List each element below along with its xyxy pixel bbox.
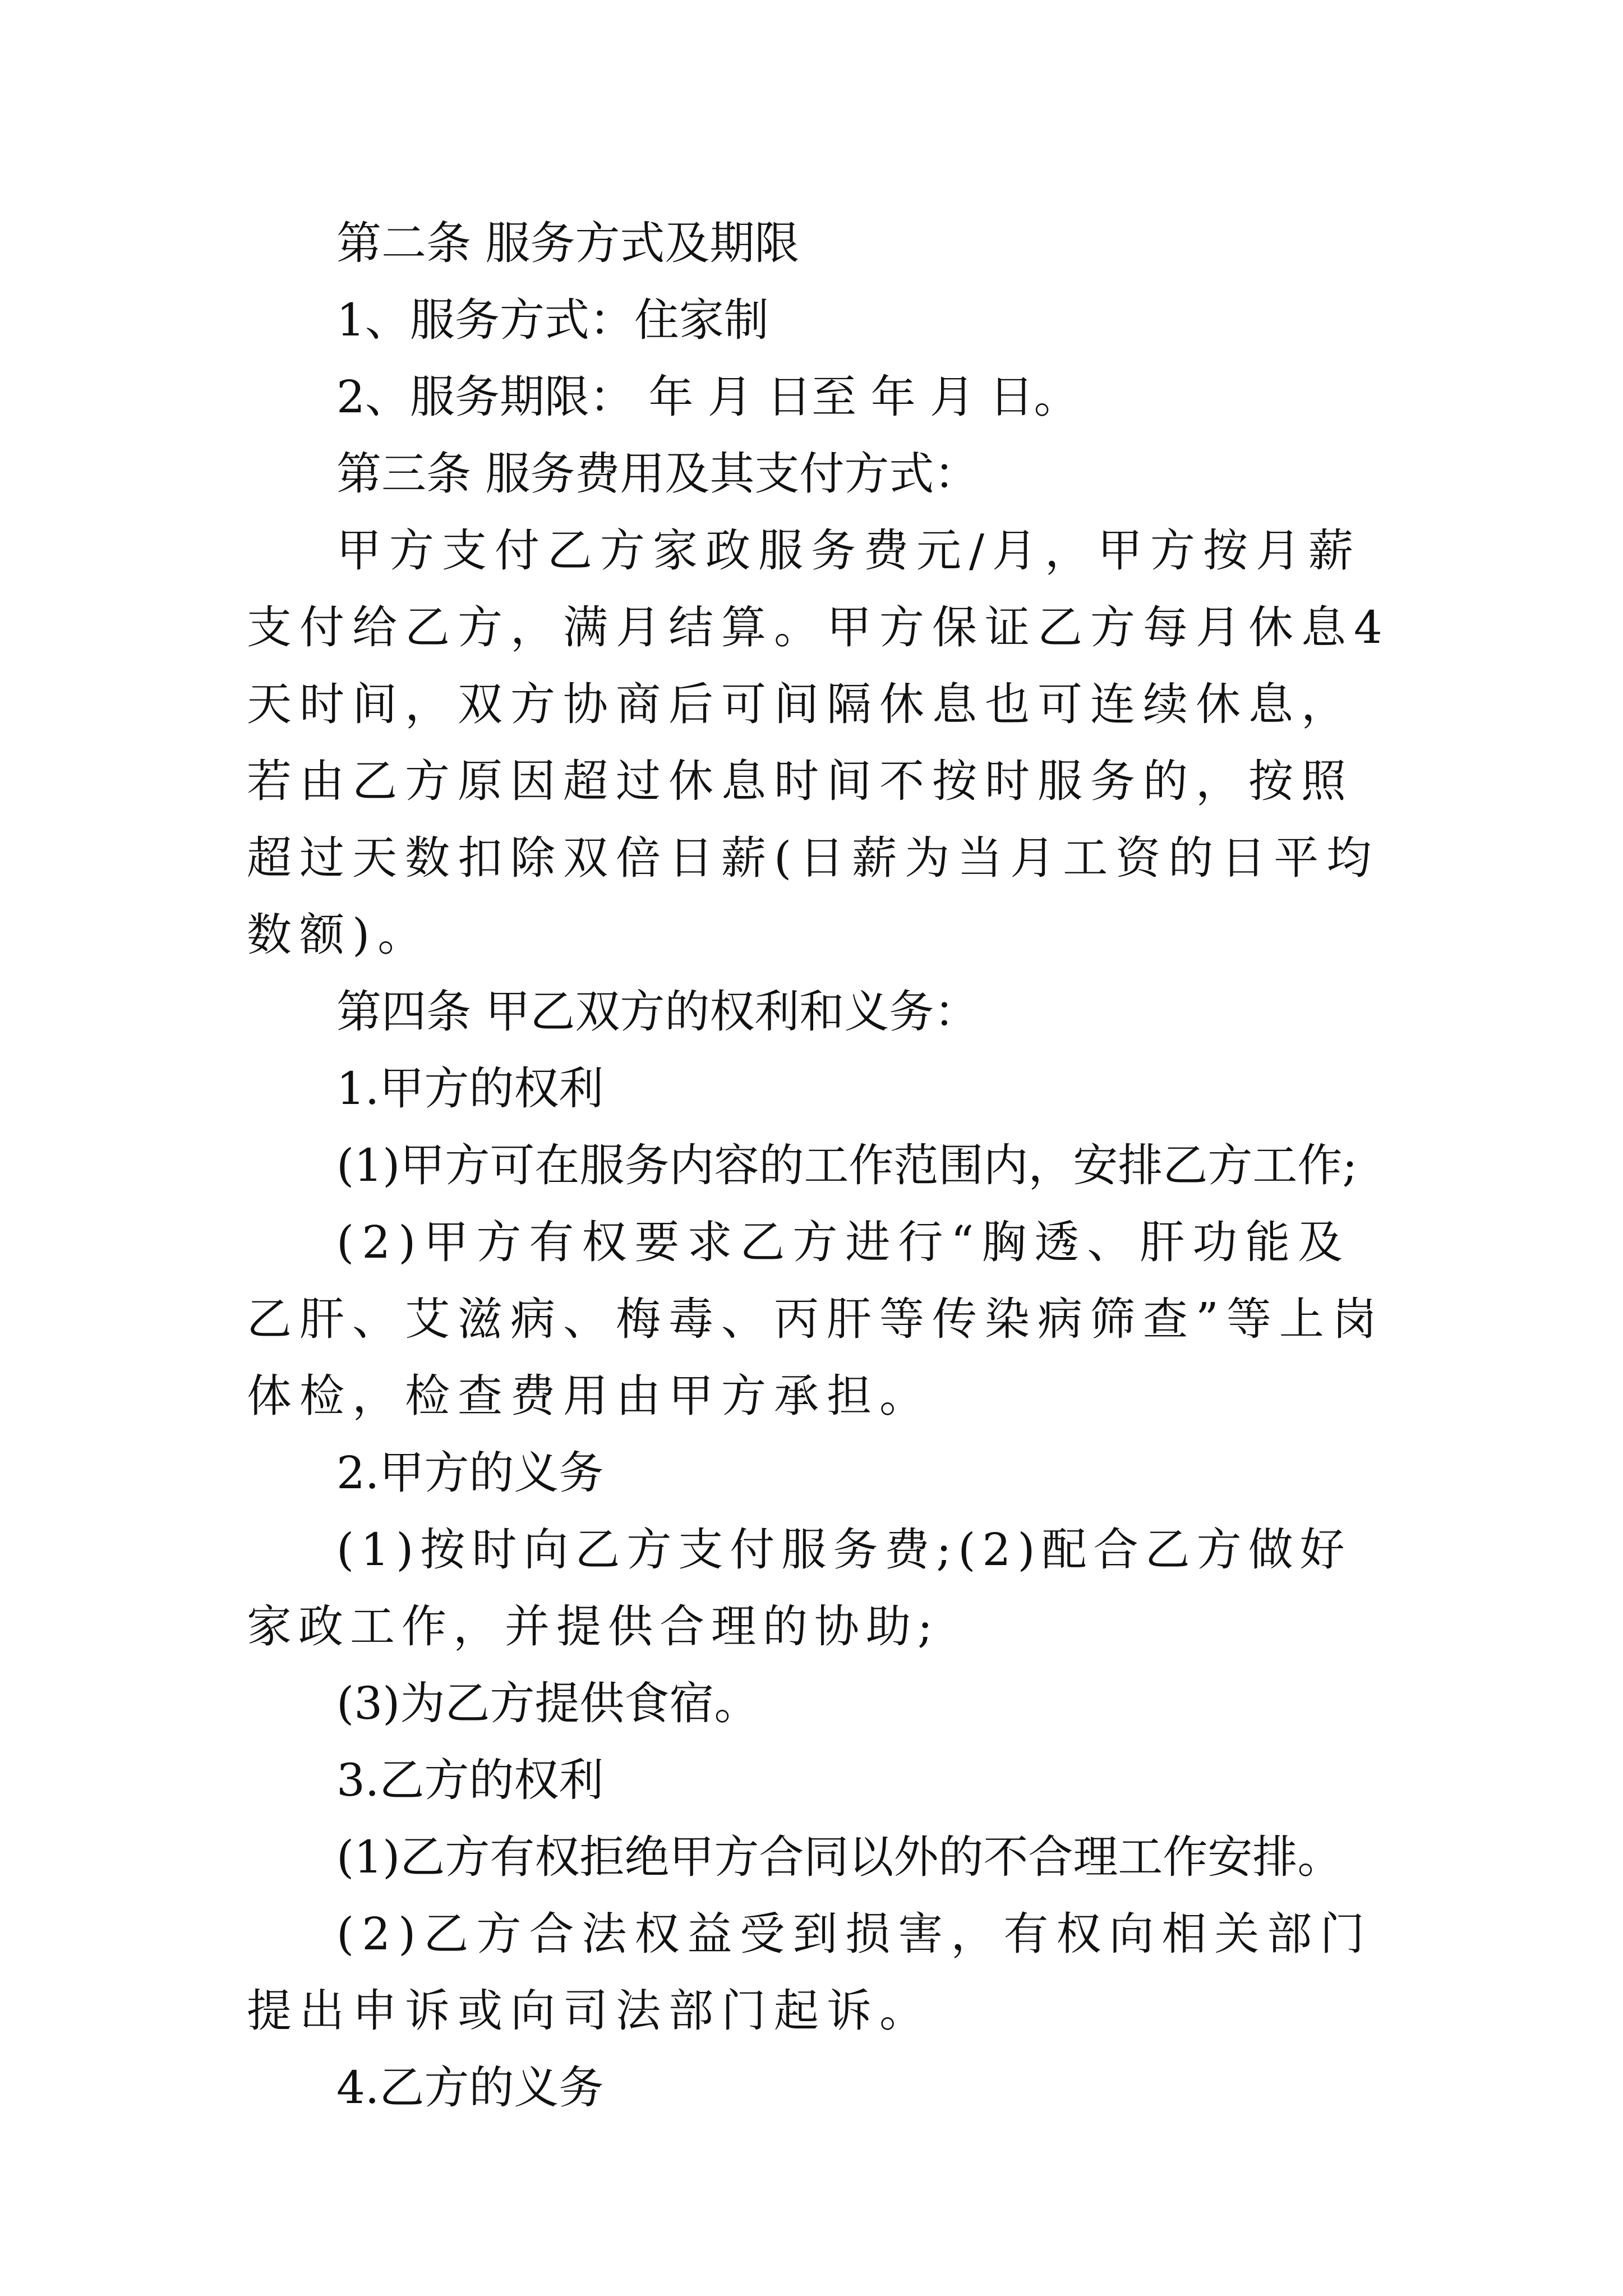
article-2-heading: 第二条 服务方式及期限 (336, 217, 800, 269)
service-method-item: 1、服务方式：住家制 (336, 294, 769, 346)
party-a-duty-1-2: (1)按时向乙方支付服务费;(2)配合乙方做好家政工作，并提供合理的协助; (247, 1524, 1352, 1653)
party-a-right-2: (2)甲方有权要求乙方进行“胸透、肝功能及乙肝、艾滋病、梅毒、丙肝等传染病筛查”等上岗体检，检查费用由甲方承担。 (247, 1216, 1385, 1422)
party-a-rights-heading: 1.甲方的权利 (336, 1062, 604, 1115)
fee-payment-paragraph: 甲方支付乙方家政服务费元/月，甲方按月薪支付给乙方，满月结算。甲方保证乙方每月休息4天时间，双方协商后可间隔休息也可连续休息，若由乙方原因超过休息时间不按时服务的，按照超过天数扣除双倍日薪(日薪为当月工资的日平均数额)。 (247, 524, 1390, 961)
party-b-right-1: (1)乙方有权拒绝甲方合同以外的不合理工作安排。 (336, 1831, 1343, 1883)
party-a-duty-3: (3)为乙方提供食宿。 (336, 1677, 759, 1729)
party-b-rights-heading: 3.乙方的权利 (336, 1754, 604, 1806)
article-4-heading: 第四条 甲乙双方的权利和义务： (336, 986, 979, 1038)
document-body (247, 205, 1391, 2126)
service-period-item: 2、服务期限： 年 月 日至 年 月 日。 (336, 371, 1079, 423)
party-b-duties-heading: 4.乙方的义务 (336, 2062, 604, 2114)
party-a-duties-heading: 2.甲方的义务 (336, 1447, 604, 1499)
party-b-right-2: (2)乙方合法权益受到损害，有权向相关部门提出申诉或向司法部门起诉。 (247, 1908, 1373, 2037)
party-a-right-1: (1)甲方可在服务内容的工作范围内，安排乙方工作; (336, 1139, 1358, 1191)
article-3-heading: 第三条 服务费用及其支付方式： (336, 448, 979, 500)
